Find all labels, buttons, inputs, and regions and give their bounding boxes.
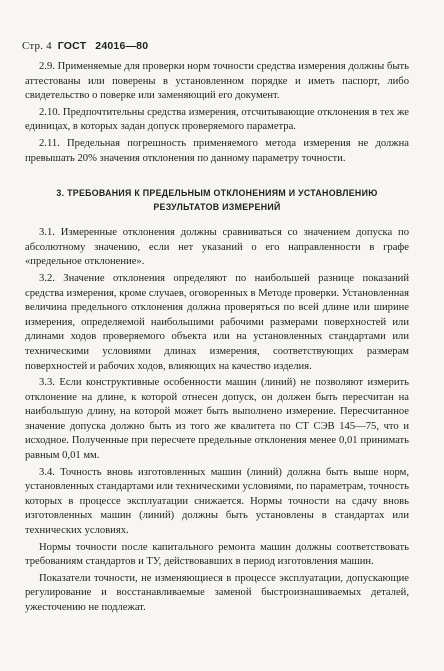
standard-number: 24016—80 [95, 40, 149, 52]
paragraph-accuracy-indicators: Показатели точности, не изменяющиеся в процессе эксплуатации, допускающие регулирование и восстанавливаемые заменой быстроизнашиваемых деталей, ужесточению не подлежат. [25, 572, 409, 613]
page-number-label: Стр. 4 [22, 40, 52, 52]
paragraph-2-9: 2.9. Применяемые для проверки норм точности средства измерения должны быть аттестованы или поверены в установленном порядке и иметь паспорт, либо свидетельство о поверке или заменяющий его документ. [25, 61, 409, 102]
paragraph-2-10: 2.10. Предпочтительны средства измерения, отсчитывающие отклонения в тех же единицах, в которых задан допуск проверяемого параметра. [25, 106, 409, 133]
document-body [25, 60, 409, 616]
section-title-line-1: 3. ТРЕБОВАНИЯ К ПРЕДЕЛЬНЫМ ОТКЛОНЕНИЯМ И УСТАНОВЛЕНИЮ [56, 188, 378, 199]
section-title-line-2: РЕЗУЛЬТАТОВ ИЗМЕРЕНИЙ [153, 202, 281, 213]
paragraph-2-11: 2.11. Предельная погрешность применяемого метода измерения не должна превышать 20% значения отклонения по данному параметру точности. [25, 137, 409, 164]
section-3-title [25, 186, 409, 214]
paragraph-3-4: 3.4. Точность вновь изготовленных машин (линий) должна быть выше норм, установленных стандартами или техническими условиями, по параметрам, точность которых в процессе эксплуатации снижается. Нормы точности на сдачу вновь изготовленных машин (линий) должны быть установлены в стандартах или технических условиях. [25, 466, 409, 537]
paragraph-3-2: 3.2. Значение отклонения определяют по наибольшей разнице показаний средства измерения, кроме случаев, оговоренных в Методе проверки. Установленная величина предельного отклонения должна проверяться по всей длине или ширине измерения, определяемой наибольшими рабочими размерами поверхностей или длинами ходов проверяемого объекта или на установленных стандартами или техническими условиями длинах измерения, соответствующих размерам поверхностей и рабочих ходов, влияющих на качество изделия. [25, 272, 409, 372]
paragraph-3-1: 3.1. Измеренные отклонения должны сравниваться со значением допуска по абсолютному значению, если нет указаний о его направленности в графе «предельное отклонение». [25, 227, 409, 268]
paragraph-3-3: 3.3. Если конструктивные особенности машин (линий) не позволяют измерить отклонение на длине, к которой отнесен допуск, он должен быть пересчитан на наибольшую длину, на которой может быть выполнено измерение. Пересчитанное значение допуска должно быть из того же квалитета по СТ СЭВ 145—75, что и исходное. Полученные при пересчете предельные отклонения менее 0,01 принимать равным 0,01 мм. [25, 377, 409, 462]
page-header [22, 40, 148, 52]
paragraph-repair-norms: Нормы точности после капитального ремонта машин должны соответствовать требованиям стандартов и ТУ, действовавших в период изготовления машин. [25, 541, 409, 568]
gost-label: ГОСТ [57, 40, 87, 52]
